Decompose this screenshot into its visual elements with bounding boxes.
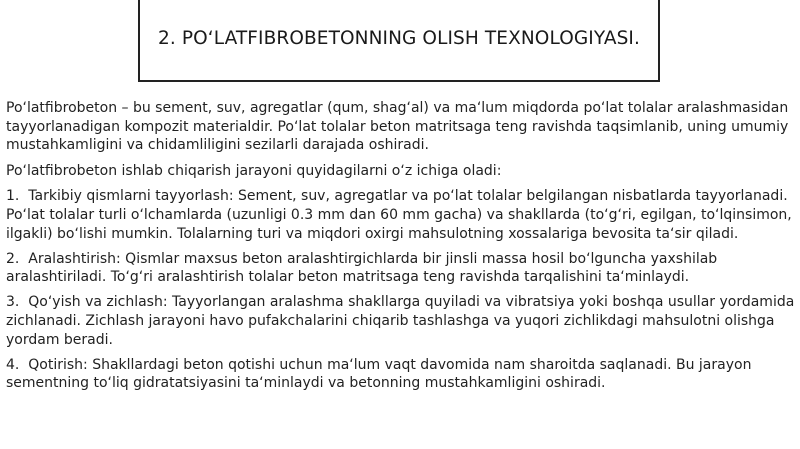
step-text: Tarkibiy qismlarni tayyorlash: Sement, suv, agregatlar va po‘lat tolalar belgilangan nisbatlarda tayyorlanadi. Po‘lat tolalar turli o‘lchamlarda (uzunligi 0.3 mm dan 60 mm gacha) va shakllarda (to‘g‘ri, egilgan, to‘lqinsimon, ilgakli) bo‘lishi mumkin. Tolalarning turi va miqdori oxirgi mahsulotning xossalariga bevosita ta‘sir qiladi. [6, 188, 792, 242]
slide-title: 2. PO‘LATFIBROBETONNING OLISH TEXNOLOGIYASI. [158, 27, 640, 49]
process-lead-paragraph: Po‘latfibrobeton ishlab chiqarish jarayoni quyidagilarni o‘z ichiga oladi: [6, 162, 502, 179]
step-item [6, 356, 796, 393]
step-item [6, 187, 796, 243]
title-box [138, 0, 660, 82]
step-number: 2. [6, 250, 20, 267]
step-text: Qo‘yish va zichlash: Tayyorlangan aralashma shakllarga quyiladi va vibratsiya yoki boshqa usullar yordamida zichlanadi. Zichlash jarayoni havo pufakchalarini chiqarib tashlashga va yuqori zichlikdagi mahsulotni olishga yordam beradi. [6, 294, 795, 348]
step-number: 1. [6, 188, 20, 205]
slide-body [6, 99, 796, 399]
step-number: 3. [6, 294, 20, 311]
intro-paragraph: Po‘latfibrobeton – bu sement, suv, agregatlar (qum, shag‘al) va ma‘lum miqdorda po‘lat tolalar aralashmasidan tayyorlanadigan kompozit materialdir. Po‘lat tolalar beton matritsaga teng ravishda taqsimlanib, uning umumiy mustahkamligini va chidamliligini sezilarli darajada oshiradi. [6, 100, 789, 154]
step-text: Qotirish: Shakllardagi beton qotishi uchun ma‘lum vaqt davomida nam sharoitda saqlanadi. Bu jarayon sementning to‘liq gidratatsiyasini ta‘minlaydi va betonning mustahkamligini oshiradi. [6, 356, 752, 392]
step-item [6, 293, 796, 349]
step-item [6, 250, 796, 287]
step-text: Aralashtirish: Qismlar maxsus beton aralashtirgichlarda bir jinsli massa hosil bo‘lguncha yaxshilab aralashtiriladi. To‘g‘ri aralashtirish tolalar beton matritsaga teng ravishda tarqalishini ta‘minlaydi. [6, 250, 718, 286]
step-number: 4. [6, 356, 20, 373]
